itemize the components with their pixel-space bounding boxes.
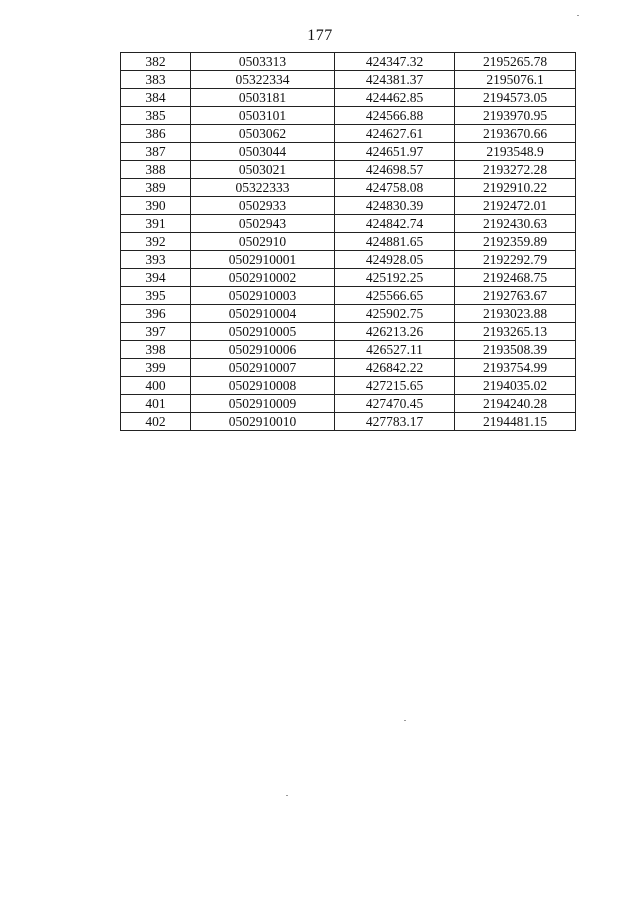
y-coordinate-cell: 2192910.22: [455, 179, 576, 197]
x-coordinate-cell: 426213.26: [335, 323, 455, 341]
table-row: [121, 71, 576, 89]
x-coordinate-cell: 424842.74: [335, 215, 455, 233]
row-number-cell: 397: [121, 323, 191, 341]
coordinates-table: [120, 52, 576, 431]
table-row: [121, 179, 576, 197]
x-coordinate-cell: 424462.85: [335, 89, 455, 107]
point-code-cell: 0502910006: [191, 341, 335, 359]
point-code-cell: 0502943: [191, 215, 335, 233]
point-code-cell: 0503181: [191, 89, 335, 107]
row-number-cell: 385: [121, 107, 191, 125]
table-row: [121, 251, 576, 269]
page-number: 177: [307, 27, 333, 44]
x-coordinate-cell: 427215.65: [335, 377, 455, 395]
scan-speck: [404, 720, 406, 721]
table-row: [121, 395, 576, 413]
x-coordinate-cell: 424381.37: [335, 71, 455, 89]
row-number-cell: 396: [121, 305, 191, 323]
table-row: [121, 341, 576, 359]
y-coordinate-cell: 2193548.9: [455, 143, 576, 161]
row-number-cell: 401: [121, 395, 191, 413]
row-number-cell: 395: [121, 287, 191, 305]
y-coordinate-cell: 2193970.95: [455, 107, 576, 125]
x-coordinate-cell: 427470.45: [335, 395, 455, 413]
point-code-cell: 0503313: [191, 53, 335, 71]
point-code-cell: 0502910001: [191, 251, 335, 269]
x-coordinate-cell: 424347.32: [335, 53, 455, 71]
point-code-cell: 0502933: [191, 197, 335, 215]
y-coordinate-cell: 2193508.39: [455, 341, 576, 359]
y-coordinate-cell: 2193670.66: [455, 125, 576, 143]
x-coordinate-cell: 424651.97: [335, 143, 455, 161]
y-coordinate-cell: 2192292.79: [455, 251, 576, 269]
y-coordinate-cell: 2194573.05: [455, 89, 576, 107]
table-row: [121, 233, 576, 251]
table-row: [121, 413, 576, 431]
table-row: [121, 197, 576, 215]
x-coordinate-cell: 424758.08: [335, 179, 455, 197]
table-row: [121, 125, 576, 143]
point-code-cell: 0502910004: [191, 305, 335, 323]
table-row: [121, 53, 576, 71]
row-number-cell: 382: [121, 53, 191, 71]
row-number-cell: 393: [121, 251, 191, 269]
x-coordinate-cell: 424830.39: [335, 197, 455, 215]
table-row: [121, 269, 576, 287]
row-number-cell: 402: [121, 413, 191, 431]
y-coordinate-cell: 2192472.01: [455, 197, 576, 215]
x-coordinate-cell: 425192.25: [335, 269, 455, 287]
point-code-cell: 0503062: [191, 125, 335, 143]
row-number-cell: 389: [121, 179, 191, 197]
y-coordinate-cell: 2195076.1: [455, 71, 576, 89]
row-number-cell: 400: [121, 377, 191, 395]
x-coordinate-cell: 424928.05: [335, 251, 455, 269]
coordinates-table-body: [121, 53, 576, 431]
x-coordinate-cell: 426527.11: [335, 341, 455, 359]
y-coordinate-cell: 2194035.02: [455, 377, 576, 395]
table-row: [121, 89, 576, 107]
point-code-cell: 0502910009: [191, 395, 335, 413]
x-coordinate-cell: 424566.88: [335, 107, 455, 125]
row-number-cell: 399: [121, 359, 191, 377]
point-code-cell: 0503101: [191, 107, 335, 125]
table-row: [121, 215, 576, 233]
scan-speck: [286, 795, 288, 796]
x-coordinate-cell: 425902.75: [335, 305, 455, 323]
y-coordinate-cell: 2192359.89: [455, 233, 576, 251]
table-row: [121, 377, 576, 395]
y-coordinate-cell: 2194481.15: [455, 413, 576, 431]
point-code-cell: 0502910002: [191, 269, 335, 287]
x-coordinate-cell: 427783.17: [335, 413, 455, 431]
point-code-cell: 0503021: [191, 161, 335, 179]
y-coordinate-cell: 2192430.63: [455, 215, 576, 233]
x-coordinate-cell: 424627.61: [335, 125, 455, 143]
row-number-cell: 398: [121, 341, 191, 359]
y-coordinate-cell: 2192763.67: [455, 287, 576, 305]
row-number-cell: 384: [121, 89, 191, 107]
y-coordinate-cell: 2195265.78: [455, 53, 576, 71]
point-code-cell: 05322333: [191, 179, 335, 197]
x-coordinate-cell: 424698.57: [335, 161, 455, 179]
table-row: [121, 107, 576, 125]
point-code-cell: 0502910005: [191, 323, 335, 341]
y-coordinate-cell: 2192468.75: [455, 269, 576, 287]
row-number-cell: 383: [121, 71, 191, 89]
table-row: [121, 323, 576, 341]
point-code-cell: 0502910008: [191, 377, 335, 395]
row-number-cell: 390: [121, 197, 191, 215]
y-coordinate-cell: 2193272.28: [455, 161, 576, 179]
y-coordinate-cell: 2193023.88: [455, 305, 576, 323]
y-coordinate-cell: 2193265.13: [455, 323, 576, 341]
row-number-cell: 394: [121, 269, 191, 287]
x-coordinate-cell: 424881.65: [335, 233, 455, 251]
point-code-cell: 05322334: [191, 71, 335, 89]
x-coordinate-cell: 425566.65: [335, 287, 455, 305]
row-number-cell: 386: [121, 125, 191, 143]
row-number-cell: 391: [121, 215, 191, 233]
point-code-cell: 0502910010: [191, 413, 335, 431]
table-row: [121, 143, 576, 161]
scan-speck: [577, 15, 579, 16]
point-code-cell: 0502910: [191, 233, 335, 251]
table-row: [121, 359, 576, 377]
y-coordinate-cell: 2193754.99: [455, 359, 576, 377]
point-code-cell: 0502910007: [191, 359, 335, 377]
row-number-cell: 388: [121, 161, 191, 179]
table-row: [121, 305, 576, 323]
table-row: [121, 161, 576, 179]
point-code-cell: 0503044: [191, 143, 335, 161]
table-row: [121, 287, 576, 305]
y-coordinate-cell: 2194240.28: [455, 395, 576, 413]
row-number-cell: 392: [121, 233, 191, 251]
point-code-cell: 0502910003: [191, 287, 335, 305]
x-coordinate-cell: 426842.22: [335, 359, 455, 377]
row-number-cell: 387: [121, 143, 191, 161]
